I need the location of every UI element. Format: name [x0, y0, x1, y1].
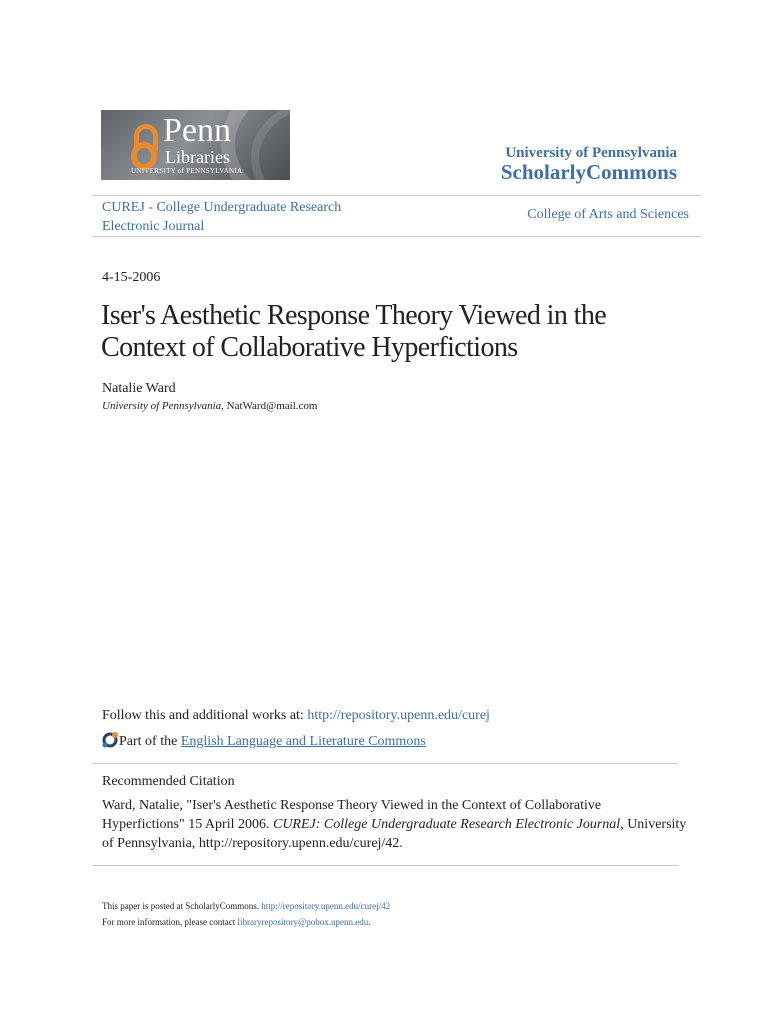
footer-contact-line	[102, 914, 390, 930]
repository-url-link[interactable]: http://repository.upenn.edu/curej	[307, 708, 490, 723]
citation-divider-bottom	[92, 865, 678, 866]
nav-divider	[92, 236, 701, 237]
header-divider	[92, 195, 701, 196]
penn-libraries-logo	[101, 110, 290, 180]
commons-link[interactable]: English Language and Literature Commons	[180, 734, 426, 749]
citation-heading: Recommended Citation	[102, 774, 235, 789]
logo-title: Penn	[163, 112, 231, 149]
citation-journal-name: CUREJ: College Undergraduate Research Electronic Journal	[272, 817, 621, 832]
footer-contact-end: .	[368, 917, 371, 927]
author-name: Natalie Ward	[102, 381, 176, 396]
citation-line2-plain: Hyperfictions" 15 April 2006.	[102, 817, 273, 832]
footer-contact-label: For more information, please contact	[102, 917, 238, 927]
author-email: , NatWard@mail.com	[221, 400, 318, 412]
citation-line2	[102, 815, 686, 834]
journal-link-line2: Electronic Journal	[102, 219, 205, 234]
paper-title-line1: Iser's Aesthetic Response Theory Viewed in the	[101, 300, 607, 331]
open-access-lock-icon	[131, 124, 157, 172]
follow-label: Follow this and additional works at:	[102, 708, 308, 723]
lock-body	[131, 142, 157, 170]
citation-line1: Ward, Natalie, "Iser's Aesthetic Response Theory Viewed in the Context of Collaborative	[102, 798, 602, 813]
citation-line3: of Pennsylvania, http://repository.upenn.edu/curej/42.	[102, 836, 403, 851]
footer-posted-line	[102, 898, 390, 914]
citation-text	[102, 796, 686, 853]
citation-divider-top	[92, 763, 678, 764]
journal-link[interactable]	[102, 198, 341, 236]
journal-link-line1: CUREJ - College Undergraduate Research	[102, 200, 342, 215]
part-of-line	[102, 731, 426, 750]
part-of-label: Part of the	[119, 734, 181, 749]
citation-line2-tail: , University	[620, 817, 687, 832]
college-link[interactable]: College of Arts and Sciences	[527, 207, 689, 222]
footer	[102, 898, 390, 930]
author-affiliation	[102, 400, 317, 412]
paper-date: 4-15-2006	[102, 270, 161, 285]
footer-contact-email-link[interactable]: libraryrepository@pobox.upenn.edu	[237, 917, 369, 927]
institution-name[interactable]: University of Pennsylvania	[505, 145, 677, 161]
network-commons-icon	[102, 731, 119, 748]
paper-title-line2: Context of Collaborative Hyperfictions	[101, 332, 518, 363]
footer-posted-label: This paper is posted at ScholarlyCommons.	[102, 901, 262, 911]
logo-subtitle: Libraries	[165, 147, 230, 167]
follow-line	[102, 708, 490, 724]
repository-name[interactable]: ScholarlyCommons	[500, 160, 677, 184]
logo-university: UNIVERSITY of PENNSYLVANIA	[131, 167, 243, 175]
paper-title	[101, 300, 606, 364]
affiliation-name: University of Pennsylvania	[102, 400, 222, 412]
footer-paper-url-link[interactable]: http://repository.upenn.edu/curej/42	[261, 901, 391, 911]
